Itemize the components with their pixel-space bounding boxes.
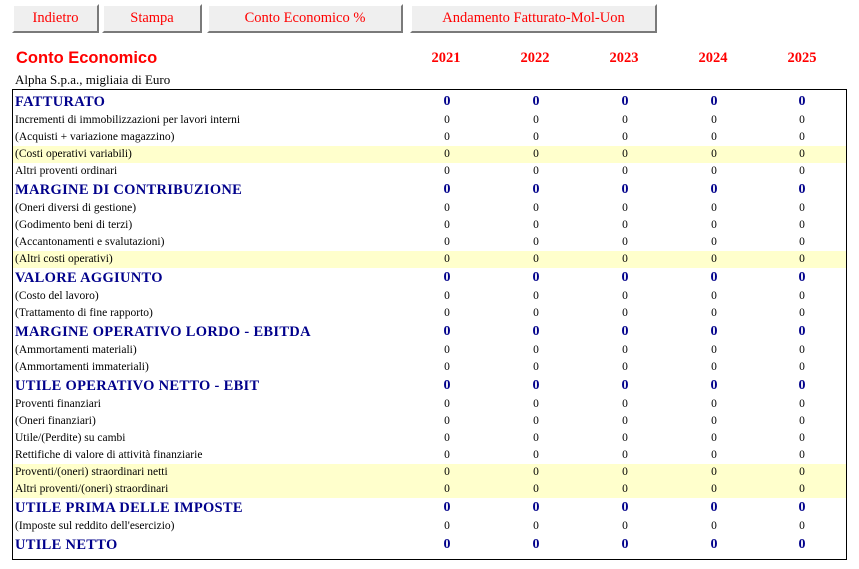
table-row (13, 234, 846, 251)
value-cell: 0 (533, 344, 539, 356)
row-label: UTILE OPERATIVO NETTO - EBIT (15, 378, 260, 394)
table-row (13, 146, 846, 163)
row-label: VALORE AGGIUNTO (15, 270, 163, 286)
value-cell: 0 (799, 114, 805, 126)
value-cell: 0 (533, 165, 539, 177)
value-cell: 0 (799, 398, 805, 410)
value-cell: 0 (622, 131, 628, 143)
row-label: (Trattamento di fine rapporto) (15, 307, 153, 319)
row-label: Altri proventi ordinari (15, 165, 118, 177)
value-cell: 0 (711, 483, 717, 495)
row-label: Proventi/(oneri) straordinari netti (15, 466, 168, 478)
value-cell: 0 (711, 415, 717, 427)
value-cell: 0 (711, 131, 717, 143)
value-cell: 0 (444, 219, 450, 231)
value-cell: 0 (444, 165, 450, 177)
value-cell: 0 (533, 219, 539, 231)
value-cell: 0 (711, 114, 717, 126)
table-row-total (13, 322, 846, 342)
value-cell: 0 (711, 236, 717, 248)
value-cell: 0 (533, 466, 539, 478)
table-row-total (13, 268, 846, 288)
table-row (13, 342, 846, 359)
row-label: UTILE PRIMA DELLE IMPOSTE (15, 500, 243, 516)
row-label: (Oneri finanziari) (15, 415, 96, 427)
row-label: Utile/(Perdite) su cambi (15, 432, 126, 444)
table-row (13, 288, 846, 305)
value-cell: 0 (444, 520, 450, 532)
row-label: (Accantonamenti e svalutazioni) (15, 236, 165, 248)
value-cell: 0 (532, 537, 540, 552)
value-cell: 0 (711, 361, 717, 373)
value-cell: 0 (622, 415, 628, 427)
table-row-total (13, 498, 846, 518)
value-cell: 0 (711, 148, 717, 160)
value-cell: 0 (799, 290, 805, 302)
value-cell: 0 (711, 466, 717, 478)
value-cell: 0 (533, 415, 539, 427)
income-statement-table (12, 89, 847, 560)
value-cell: 0 (711, 398, 717, 410)
value-cell: 0 (622, 253, 628, 265)
value-cell: 0 (443, 537, 451, 552)
value-cell: 0 (533, 483, 539, 495)
value-cell: 0 (444, 361, 450, 373)
table-row (13, 359, 846, 376)
value-cell: 0 (622, 219, 628, 231)
value-cell: 0 (532, 182, 540, 197)
table-row (13, 447, 846, 464)
table-row-total (13, 180, 846, 200)
value-cell: 0 (799, 236, 805, 248)
year-header: 2024 (698, 50, 728, 66)
table-row (13, 518, 846, 535)
value-cell: 0 (799, 483, 805, 495)
value-cell: 0 (621, 94, 629, 109)
value-cell: 0 (444, 398, 450, 410)
value-cell: 0 (799, 148, 805, 160)
table-row (13, 251, 846, 268)
value-cell: 0 (622, 466, 628, 478)
row-label: Proventi finanziari (15, 398, 101, 410)
value-cell: 0 (711, 290, 717, 302)
value-cell: 0 (711, 219, 717, 231)
value-cell: 0 (444, 344, 450, 356)
table-row-total (13, 376, 846, 396)
value-cell: 0 (444, 466, 450, 478)
page-title: Conto Economico (16, 49, 158, 67)
table-row (13, 464, 846, 481)
value-cell: 0 (622, 398, 628, 410)
value-cell: 0 (444, 432, 450, 444)
table-row (13, 305, 846, 322)
value-cell: 0 (532, 500, 540, 515)
value-cell: 0 (799, 219, 805, 231)
row-label: Incrementi di immobilizzazioni per lavori interni (15, 114, 241, 126)
value-cell: 0 (444, 449, 450, 461)
value-cell: 0 (799, 202, 805, 214)
row-label: (Acquisti + variazione magazzino) (15, 131, 175, 143)
value-cell: 0 (533, 398, 539, 410)
table-row (13, 396, 846, 413)
value-cell: 0 (710, 182, 718, 197)
value-cell: 0 (444, 131, 450, 143)
row-label: MARGINE DI CONTRIBUZIONE (15, 182, 243, 198)
value-cell: 0 (622, 483, 628, 495)
value-cell: 0 (799, 361, 805, 373)
value-cell: 0 (533, 432, 539, 444)
table-row (13, 129, 846, 146)
value-cell: 0 (621, 324, 629, 339)
value-cell: 0 (533, 307, 539, 319)
income-statement-percent-button[interactable]: Conto Economico % (207, 4, 403, 33)
value-cell: 0 (710, 94, 718, 109)
table-row (13, 430, 846, 447)
year-header: 2023 (609, 50, 639, 66)
value-cell: 0 (710, 537, 718, 552)
value-cell: 0 (799, 307, 805, 319)
row-label: Altri proventi/(oneri) straordinari (15, 483, 169, 495)
value-cell: 0 (443, 500, 451, 515)
value-cell: 0 (532, 94, 540, 109)
value-cell: 0 (533, 253, 539, 265)
value-cell: 0 (798, 537, 806, 552)
value-cell: 0 (444, 114, 450, 126)
value-cell: 0 (622, 344, 628, 356)
value-cell: 0 (622, 361, 628, 373)
value-cell: 0 (622, 202, 628, 214)
row-label: (Imposte sul reddito dell'esercizio) (15, 520, 175, 532)
value-cell: 0 (621, 378, 629, 393)
year-header: 2025 (787, 50, 817, 66)
value-cell: 0 (710, 324, 718, 339)
value-cell: 0 (533, 236, 539, 248)
value-cell: 0 (532, 378, 540, 393)
value-cell: 0 (621, 500, 629, 515)
value-cell: 0 (622, 290, 628, 302)
value-cell: 0 (799, 131, 805, 143)
value-cell: 0 (798, 378, 806, 393)
value-cell: 0 (444, 202, 450, 214)
row-label: UTILE NETTO (15, 537, 118, 553)
table-row (13, 413, 846, 430)
value-cell: 0 (443, 378, 451, 393)
value-cell: 0 (622, 432, 628, 444)
row-label: (Oneri diversi di gestione) (15, 202, 137, 214)
value-cell: 0 (533, 131, 539, 143)
value-cell: 0 (711, 344, 717, 356)
value-cell: 0 (799, 520, 805, 532)
value-cell: 0 (533, 202, 539, 214)
value-cell: 0 (711, 432, 717, 444)
value-cell: 0 (444, 290, 450, 302)
value-cell: 0 (533, 449, 539, 461)
value-cell: 0 (799, 344, 805, 356)
value-cell: 0 (443, 94, 451, 109)
value-cell: 0 (532, 324, 540, 339)
table-row (13, 112, 846, 129)
value-cell: 0 (798, 182, 806, 197)
value-cell: 0 (444, 415, 450, 427)
value-cell: 0 (622, 165, 628, 177)
value-cell: 0 (444, 236, 450, 248)
value-cell: 0 (622, 236, 628, 248)
table-row (13, 481, 846, 498)
value-cell: 0 (622, 114, 628, 126)
value-cell: 0 (621, 182, 629, 197)
row-label: Rettifiche di valore di attività finanziarie (15, 449, 203, 461)
value-cell: 0 (622, 148, 628, 160)
table-row (13, 163, 846, 180)
value-cell: 0 (711, 253, 717, 265)
value-cell: 0 (711, 449, 717, 461)
row-label: (Godimento beni di terzi) (15, 219, 133, 231)
value-cell: 0 (444, 148, 450, 160)
table-row-total (13, 535, 846, 555)
value-cell: 0 (621, 270, 629, 285)
row-label: (Costi operativi variabili) (15, 148, 132, 160)
value-cell: 0 (798, 270, 806, 285)
value-cell: 0 (799, 253, 805, 265)
value-cell: 0 (532, 270, 540, 285)
value-cell: 0 (710, 500, 718, 515)
value-cell: 0 (533, 520, 539, 532)
back-button[interactable]: Indietro (12, 4, 99, 33)
value-cell: 0 (444, 483, 450, 495)
company-subtitle: Alpha S.p.a., migliaia di Euro (15, 72, 171, 87)
value-cell: 0 (799, 165, 805, 177)
value-cell: 0 (711, 165, 717, 177)
value-cell: 0 (533, 148, 539, 160)
value-cell: 0 (533, 114, 539, 126)
value-cell: 0 (621, 537, 629, 552)
row-label: MARGINE OPERATIVO LORDO - EBITDA (15, 324, 311, 340)
value-cell: 0 (710, 270, 718, 285)
row-label: (Altri costi operativi) (15, 253, 113, 265)
value-cell: 0 (799, 432, 805, 444)
value-cell: 0 (799, 466, 805, 478)
value-cell: 0 (711, 202, 717, 214)
value-cell: 0 (799, 449, 805, 461)
value-cell: 0 (798, 324, 806, 339)
value-cell: 0 (622, 520, 628, 532)
table-row-total (13, 92, 846, 112)
value-cell: 0 (533, 290, 539, 302)
value-cell: 0 (798, 94, 806, 109)
row-label: (Ammortamenti immateriali) (15, 361, 149, 373)
value-cell: 0 (799, 415, 805, 427)
value-cell: 0 (533, 361, 539, 373)
year-header: 2022 (520, 50, 550, 66)
table-row (13, 217, 846, 234)
print-button[interactable]: Stampa (102, 4, 202, 33)
value-cell: 0 (443, 182, 451, 197)
table-row (13, 200, 846, 217)
value-cell: 0 (444, 307, 450, 319)
row-label: (Ammortamenti materiali) (15, 344, 137, 356)
row-label: (Costo del lavoro) (15, 290, 99, 302)
value-cell: 0 (711, 520, 717, 532)
revenue-trend-button[interactable]: Andamento Fatturato-Mol-Uon (410, 4, 657, 33)
value-cell: 0 (444, 253, 450, 265)
value-cell: 0 (622, 449, 628, 461)
year-header: 2021 (431, 50, 461, 66)
value-cell: 0 (443, 324, 451, 339)
value-cell: 0 (798, 500, 806, 515)
value-cell: 0 (710, 378, 718, 393)
value-cell: 0 (622, 307, 628, 319)
row-label: FATTURATO (15, 94, 106, 110)
value-cell: 0 (443, 270, 451, 285)
value-cell: 0 (711, 307, 717, 319)
